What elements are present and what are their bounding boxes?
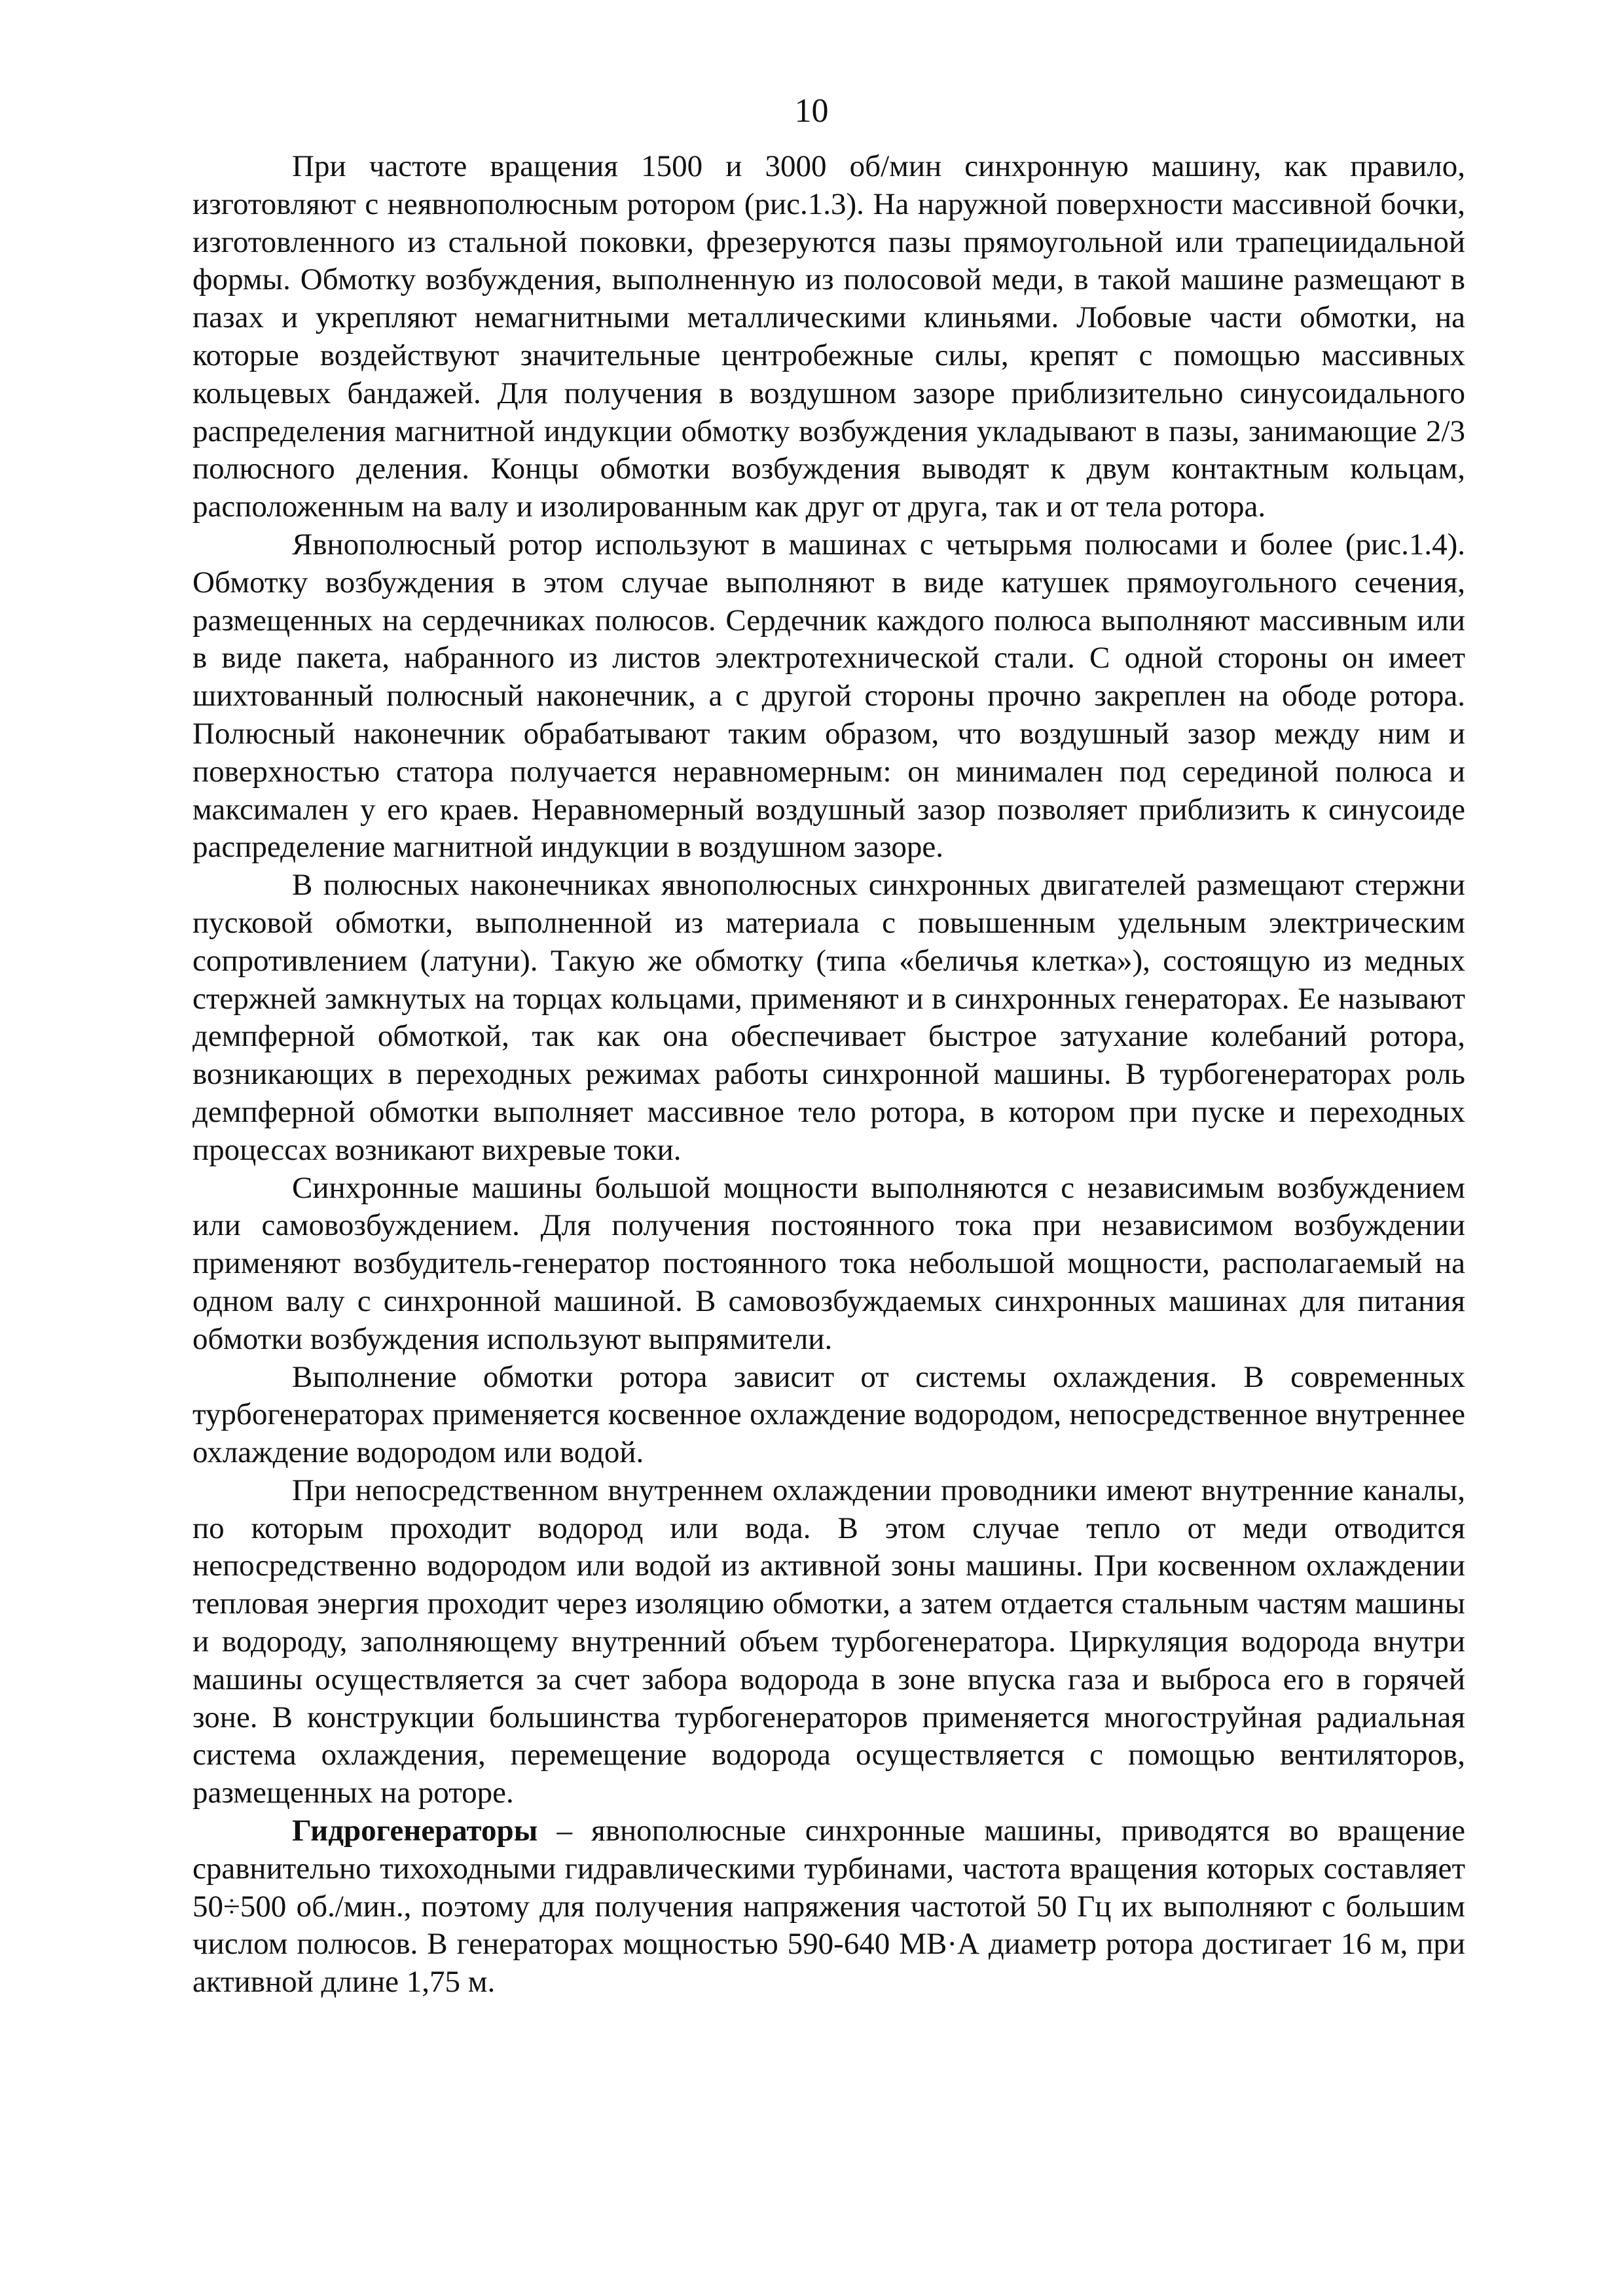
bold-term: Гидрогенераторы <box>292 1814 538 1848</box>
text-body <box>192 148 1465 2001</box>
paragraph-4: Синхронные машины большой мощности выполняются с независимым возбуждением или самовозбуждением. Для получения постоянного тока при независимом возбуждении применяют возбудитель-генератор постоянного тока небольшой мощности, располагаемый на одном валу с синхронной машиной. В самовозбуждаемых синхронных машинах для питания обмотки возбуждения используют выпрямители. <box>192 1170 1465 1356</box>
paragraph-7 <box>192 1812 1465 2001</box>
page-number: 10 <box>794 92 829 130</box>
paragraph-6: При непосредственном внутреннем охлаждении проводники имеют внутренние каналы, по которым проходит водород или вода. В этом случае тепло от меди отводится непосредственно водородом или водой из активной зоны машины. При косвенном охлаждении тепловая энергия проходит через изоляцию обмотки, а затем отдается стальным частям машины и водороду, заполняющему внутренний объем турбогенератора. Циркуляция водорода внутри машины осуществляется за счет забора водорода в зоне впуска газа и выброса его в горячей зоне. В конструкции большинства турбогенераторов применяется многоструйная радиальная система охлаждения, перемещение водорода осуществляется с помощью вентиляторов, размещенных на роторе. <box>192 1473 1465 1810</box>
paragraph-7-text: – явнополюсные синхронные машины, приводятся во вращение сравнительно тихоходными гидравлическими турбинами, частота вращения которых составляет 50÷500 об./мин., поэтому для получения напряжения частотой 50 Гц их выполняют с большим числом полюсов. В генераторах мощностью 590-640 МВ·А диаметр ротора достигает 16 м, при активной длине 1,75 м. <box>192 1814 1465 2000</box>
paragraph-2: Явнополюсный ротор используют в машинах с четырьмя полюсами и более (рис.1.4). Обмотку возбуждения в этом случае выполняют в виде катушек прямоугольного сечения, размещенных на сердечниках полюсов. Сердечник каждого полюса выполняют массивным или в виде пакета, набранного из листов электротехнической стали. С одной стороны он имеет шихтованный полюсный наконечник, а с другой стороны прочно закреплен на ободе ротора. Полюсный наконечник обрабатывают таким образом, что воздушный зазор между ним и поверхностью статора получается неравномерным: он минимален под серединой полюса и максимален у его краев. Неравномерный воздушный зазор позволяет приблизить к синусоиде распределение магнитной индукции в воздушном зазоре. <box>192 527 1465 865</box>
paragraph-3: В полюсных наконечниках явнополюсных синхронных двигателей размещают стержни пусковой обмотки, выполненной из материала с повышенным удельным электрическим сопротивлением (латуни). Такую же обмотку (типа «беличья клетка»), состоящую из медных стержней замкнутых на торцах кольцами, применяют и в синхронных генераторах. Ее называют демпферной обмоткой, так как она обеспечивает быстрое затухание колебаний ротора, возникающих в переходных режимах работы синхронной машины. В турбогенераторах роль демпферной обмотки выполняет массивное тело ротора, в котором при пуске и переходных процессах возникают вихревые токи. <box>192 868 1465 1167</box>
paragraph-1: При частоте вращения 1500 и 3000 об/мин синхронную машину, как правило, изготовляют с неявнополюсным ротором (рис.1.3). На наружной поверхности массивной бочки, изготовленного из стальной поковки, фрезеруются пазы прямоугольной или трапециидальной формы. Обмотку возбуждения, выполненную из полосовой меди, в такой машине размещают в пазах и укрепляют немагнитными металлическими клиньями. Лобовые части обмотки, на которые воздействуют значительные центробежные силы, крепят с помощью массивных кольцевых бандажей. Для получения в воздушном зазоре приблизительно синусоидального распределения магнитной индукции обмотку возбуждения укладывают в пазы, занимающие 2/3 полюсного деления. Концы обмотки возбуждения выводят к двум контактным кольцам, расположенным на валу и изолированным как друг от друга, так и от тела ротора. <box>192 149 1465 524</box>
paragraph-5: Выполнение обмотки ротора зависит от системы охлаждения. В современных турбогенераторах применяется косвенное охлаждение водородом, непосредственное внутреннее охлаждение водородом или водой. <box>192 1359 1465 1470</box>
